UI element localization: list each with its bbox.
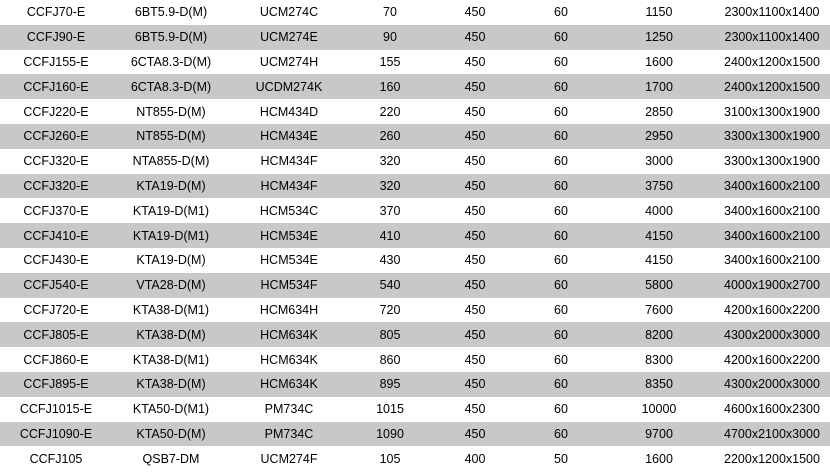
table-row [0,124,830,149]
cell-engine: NT855-D(M) [112,99,230,124]
table-row [0,446,830,471]
cell-alternator: HCM634K [230,347,348,372]
cell-voltage: 450 [432,273,518,298]
table-row [0,50,830,75]
cell-voltage: 450 [432,397,518,422]
cell-voltage: 450 [432,174,518,199]
cell-engine: KTA38-D(M1) [112,347,230,372]
cell-dimensions: 3100x1300x1900 [714,99,830,124]
cell-voltage: 450 [432,74,518,99]
cell-model: CCFJ105 [0,446,112,471]
cell-dimensions: 2400x1200x1500 [714,74,830,99]
cell-weight: 8300 [604,347,714,372]
cell-voltage: 450 [432,223,518,248]
cell-frequency: 60 [518,347,604,372]
cell-dimensions: 3300x1300x1900 [714,149,830,174]
cell-weight: 1600 [604,446,714,471]
cell-prime-kw: 430 [348,248,432,273]
cell-engine: KTA50-D(M1) [112,397,230,422]
cell-alternator: UCM274H [230,50,348,75]
cell-alternator: HCM534E [230,248,348,273]
cell-alternator: HCM434E [230,124,348,149]
cell-alternator: HCM634H [230,298,348,323]
table-row [0,149,830,174]
cell-model: CCFJ410-E [0,223,112,248]
cell-voltage: 450 [432,298,518,323]
table-row [0,248,830,273]
cell-weight: 2950 [604,124,714,149]
cell-engine: 6CTA8.3-D(M) [112,50,230,75]
cell-model: CCFJ1090-E [0,422,112,447]
cell-frequency: 60 [518,25,604,50]
cell-model: CCFJ860-E [0,347,112,372]
cell-voltage: 450 [432,347,518,372]
cell-weight: 1700 [604,74,714,99]
cell-dimensions: 4600x1600x2300 [714,397,830,422]
cell-voltage: 450 [432,198,518,223]
cell-frequency: 60 [518,149,604,174]
cell-prime-kw: 720 [348,298,432,323]
cell-alternator: HCM534E [230,223,348,248]
table-row [0,25,830,50]
cell-weight: 8200 [604,322,714,347]
cell-model: CCFJ320-E [0,149,112,174]
cell-dimensions: 2200x1200x1500 [714,446,830,471]
cell-prime-kw: 220 [348,99,432,124]
cell-voltage: 450 [432,99,518,124]
cell-prime-kw: 410 [348,223,432,248]
cell-prime-kw: 320 [348,174,432,199]
cell-prime-kw: 1090 [348,422,432,447]
cell-alternator: HCM534F [230,273,348,298]
cell-weight: 9700 [604,422,714,447]
cell-prime-kw: 260 [348,124,432,149]
cell-model: CCFJ90-E [0,25,112,50]
cell-engine: VTA28-D(M) [112,273,230,298]
cell-voltage: 450 [432,50,518,75]
cell-frequency: 60 [518,74,604,99]
table-row [0,99,830,124]
cell-weight: 1150 [604,0,714,25]
cell-frequency: 60 [518,198,604,223]
cell-frequency: 60 [518,422,604,447]
cell-dimensions: 3400x1600x2100 [714,223,830,248]
table-row [0,322,830,347]
cell-frequency: 60 [518,174,604,199]
cell-voltage: 450 [432,0,518,25]
cell-dimensions: 4000x1900x2700 [714,273,830,298]
cell-dimensions: 2300x1100x1400 [714,0,830,25]
cell-alternator: PM734C [230,397,348,422]
cell-dimensions: 3400x1600x2100 [714,174,830,199]
cell-engine: KTA38-D(M) [112,372,230,397]
cell-alternator: UCM274F [230,446,348,471]
cell-prime-kw: 895 [348,372,432,397]
cell-engine: KTA50-D(M) [112,422,230,447]
cell-prime-kw: 805 [348,322,432,347]
cell-model: CCFJ70-E [0,0,112,25]
cell-alternator: HCM434F [230,149,348,174]
cell-voltage: 450 [432,372,518,397]
cell-weight: 3750 [604,174,714,199]
cell-dimensions: 4700x2100x3000 [714,422,830,447]
cell-voltage: 450 [432,248,518,273]
cell-engine: NTA855-D(M) [112,149,230,174]
cell-prime-kw: 155 [348,50,432,75]
cell-engine: KTA19-D(M) [112,248,230,273]
cell-weight: 2850 [604,99,714,124]
cell-engine: NT855-D(M) [112,124,230,149]
cell-prime-kw: 1015 [348,397,432,422]
cell-engine: 6CTA8.3-D(M) [112,74,230,99]
cell-weight: 10000 [604,397,714,422]
cell-engine: 6BT5.9-D(M) [112,0,230,25]
cell-frequency: 60 [518,0,604,25]
cell-voltage: 450 [432,124,518,149]
table-row [0,298,830,323]
cell-model: CCFJ1015-E [0,397,112,422]
cell-frequency: 60 [518,372,604,397]
cell-prime-kw: 70 [348,0,432,25]
table-row [0,397,830,422]
cell-alternator: PM734C [230,422,348,447]
cell-model: CCFJ895-E [0,372,112,397]
table-row [0,198,830,223]
cell-prime-kw: 105 [348,446,432,471]
cell-dimensions: 4200x1600x2200 [714,347,830,372]
cell-alternator: HCM634K [230,372,348,397]
cell-model: CCFJ720-E [0,298,112,323]
cell-alternator: UCM274E [230,25,348,50]
cell-weight: 8350 [604,372,714,397]
cell-model: CCFJ320-E [0,174,112,199]
cell-engine: KTA19-D(M1) [112,223,230,248]
cell-weight: 1250 [604,25,714,50]
table-row [0,0,830,25]
cell-frequency: 60 [518,273,604,298]
cell-voltage: 450 [432,322,518,347]
cell-frequency: 60 [518,322,604,347]
cell-alternator: HCM434F [230,174,348,199]
cell-alternator: HCM634K [230,322,348,347]
cell-prime-kw: 540 [348,273,432,298]
cell-alternator: HCM434D [230,99,348,124]
cell-alternator: UCM274C [230,0,348,25]
table-row [0,223,830,248]
cell-model: CCFJ160-E [0,74,112,99]
cell-weight: 7600 [604,298,714,323]
cell-engine: KTA38-D(M) [112,322,230,347]
cell-frequency: 60 [518,99,604,124]
cell-frequency: 60 [518,298,604,323]
table-row [0,273,830,298]
cell-dimensions: 3400x1600x2100 [714,198,830,223]
cell-model: CCFJ540-E [0,273,112,298]
cell-model: CCFJ370-E [0,198,112,223]
cell-alternator: UCDM274K [230,74,348,99]
cell-weight: 3000 [604,149,714,174]
cell-model: CCFJ260-E [0,124,112,149]
cell-weight: 4000 [604,198,714,223]
cell-dimensions: 2300x1100x1400 [714,25,830,50]
cell-engine: 6BT5.9-D(M) [112,25,230,50]
cell-frequency: 60 [518,248,604,273]
cell-voltage: 450 [432,422,518,447]
cell-model: CCFJ220-E [0,99,112,124]
table-row [0,347,830,372]
cell-engine: KTA38-D(M1) [112,298,230,323]
cell-voltage: 450 [432,149,518,174]
cell-dimensions: 2400x1200x1500 [714,50,830,75]
cell-weight: 5800 [604,273,714,298]
table-row [0,174,830,199]
table-row [0,74,830,99]
cell-model: CCFJ430-E [0,248,112,273]
cell-prime-kw: 160 [348,74,432,99]
cell-dimensions: 4200x1600x2200 [714,298,830,323]
cell-engine: QSB7-DM [112,446,230,471]
table-row [0,372,830,397]
cell-frequency: 60 [518,223,604,248]
cell-prime-kw: 370 [348,198,432,223]
cell-weight: 1600 [604,50,714,75]
cell-dimensions: 3300x1300x1900 [714,124,830,149]
cell-prime-kw: 90 [348,25,432,50]
cell-frequency: 50 [518,446,604,471]
cell-alternator: HCM534C [230,198,348,223]
cell-voltage: 400 [432,446,518,471]
cell-dimensions: 4300x2000x3000 [714,322,830,347]
cell-engine: KTA19-D(M1) [112,198,230,223]
cell-frequency: 60 [518,50,604,75]
cell-weight: 4150 [604,248,714,273]
cell-dimensions: 4300x2000x3000 [714,372,830,397]
cell-frequency: 60 [518,397,604,422]
cell-dimensions: 3400x1600x2100 [714,248,830,273]
cell-model: CCFJ805-E [0,322,112,347]
cell-weight: 4150 [604,223,714,248]
cell-engine: KTA19-D(M) [112,174,230,199]
cell-voltage: 450 [432,25,518,50]
cell-frequency: 60 [518,124,604,149]
cell-prime-kw: 860 [348,347,432,372]
cell-model: CCFJ155-E [0,50,112,75]
table-row [0,422,830,447]
cell-prime-kw: 320 [348,149,432,174]
